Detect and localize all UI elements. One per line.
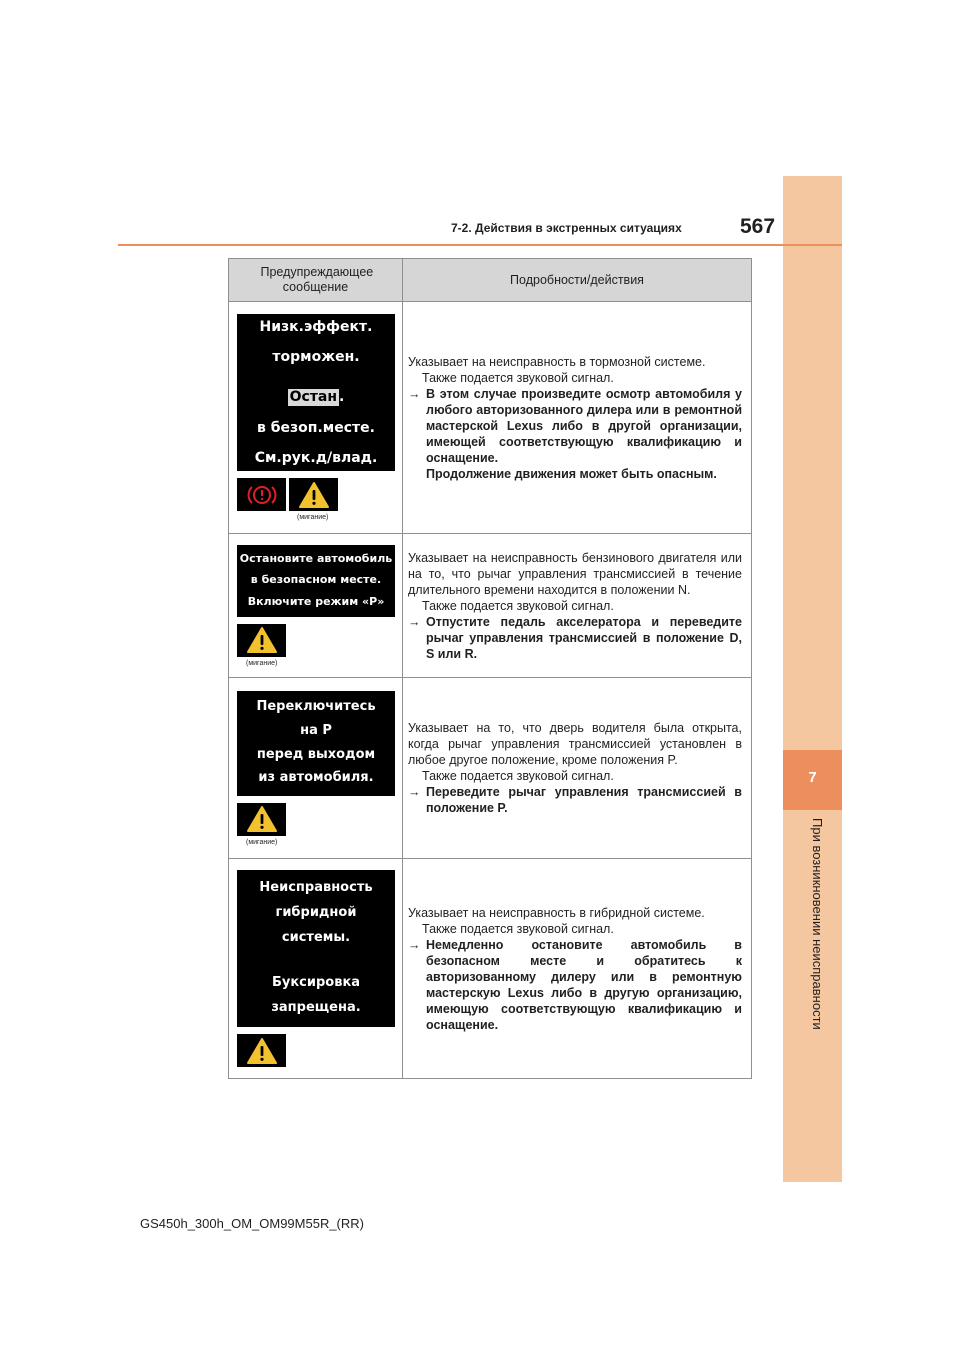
master-warning-icon — [289, 478, 338, 511]
screen-line: в безопасном месте. — [250, 573, 382, 587]
screen-line: Остан . — [289, 389, 345, 406]
indicator-icons — [237, 803, 402, 836]
header-divider — [118, 244, 842, 246]
details-cell — [403, 859, 752, 1079]
display-screen — [237, 314, 395, 471]
arrow-icon: → — [408, 785, 421, 799]
description-text: Указывает на то, что дверь водителя была открыта, когда рычаг управления трансмиссией установлен в любое другое положение, кроме положения P. — [408, 721, 742, 767]
screen-line: запрещена. — [271, 999, 361, 1015]
details-cell — [403, 302, 752, 534]
section-title: 7-2. Действия в экстренных ситуациях — [451, 221, 682, 235]
blink-label: (мигание) — [246, 838, 278, 846]
buzzer-text: Также подается звуковой сигнал. — [422, 769, 614, 783]
master-warning-icon — [237, 803, 286, 836]
arrow-icon: → — [408, 386, 421, 401]
description-text: Указывает на неисправность бензинового двигателя или на то, что рычаг управления трансмиссией в течение длительного времени находится в положении N. — [408, 550, 742, 597]
action-text: В этом случае произведите осмотр автомобиля у любого авторизованного дилера или в ремонтной мастерской Lexus либо в другой организации, имеющей соответствующую квалификацию и оснащение. — [426, 386, 742, 465]
description-text: Указывает на неисправность в гибридной системе. — [408, 905, 705, 920]
chapter-tab[interactable]: 7 — [783, 750, 842, 810]
table-header-row — [229, 259, 752, 302]
screen-line: Низк.эффект. — [259, 319, 373, 336]
highlight-word: Остан — [289, 389, 338, 406]
arrow-icon: → — [408, 614, 421, 629]
screen-line: Остановите автомобиль — [239, 551, 393, 565]
action-row — [408, 937, 742, 1033]
screen-line: на P — [300, 722, 332, 738]
master-warning-icon — [237, 1034, 286, 1067]
buzzer-text: Также подается звуковой сигнал. — [422, 921, 614, 936]
action-row — [408, 386, 742, 482]
indicator-icons — [237, 624, 402, 657]
screen-line: См.рук.д/влад. — [254, 449, 378, 466]
screen-line: торможен. — [272, 349, 360, 366]
screen-line: Буксировка — [271, 974, 361, 990]
action-text: Продолжение движения может быть опасным. — [426, 466, 717, 481]
description-text: Указывает на неисправность в тормозной системе. — [408, 354, 706, 369]
screen-line: системы. — [281, 930, 351, 946]
buzzer-text: Также подается звуковой сигнал. — [422, 598, 614, 613]
message-cell — [229, 678, 403, 859]
screen-line: Переключитесь — [256, 698, 376, 714]
screen-line: гибридной — [275, 905, 357, 921]
screen-line: Неисправность — [259, 880, 373, 896]
message-cell — [229, 534, 403, 678]
table-row — [229, 534, 752, 678]
screen-line: из автомобиля. — [258, 770, 374, 786]
table-header-details: Подробности/действия — [403, 259, 752, 302]
action-text: Переведите рычаг управления трансмиссией в положение P. — [426, 785, 742, 815]
action-text: Немедленно остановите автомобиль в безопасном месте и обратитесь к авторизованному дилеру или в ремонтную мастерскую Lexus либо в другую организацию, имеющую соответствующую квалификацию и оснащение. — [426, 937, 742, 1032]
table-header-message: Предупреждающее сообщение — [229, 259, 403, 302]
arrow-icon: → — [408, 937, 421, 952]
master-warning-icon — [237, 624, 286, 657]
table-row — [229, 302, 752, 534]
screen-line: перед выходом — [256, 746, 376, 762]
brake-warning-icon — [237, 478, 286, 511]
action-row — [408, 614, 742, 662]
display-screen — [237, 691, 395, 796]
display-screen — [237, 870, 395, 1027]
action-text: Отпустите педаль акселератора и переведите рычаг управления трансмиссией в положение D, S или R. — [426, 614, 742, 661]
page-number: 567 — [740, 215, 776, 238]
action-row — [408, 784, 742, 816]
indicator-icons — [237, 478, 402, 511]
blink-label: (мигание) — [246, 659, 278, 667]
footer-doc-code: GS450h_300h_OM_OM99M55R_(RR) — [140, 1216, 364, 1231]
buzzer-text: Также подается звуковой сигнал. — [422, 370, 614, 385]
message-cell — [229, 859, 403, 1079]
chapter-title: При возникновении неисправности — [810, 818, 825, 1030]
indicator-icons — [237, 1034, 402, 1067]
screen-line: Включите режим «P» — [247, 594, 385, 608]
warning-table — [228, 258, 752, 1079]
table-row — [229, 859, 752, 1079]
details-cell — [403, 534, 752, 678]
screen-line: в безоп.месте. — [257, 419, 375, 436]
message-cell — [229, 302, 403, 534]
details-cell — [403, 678, 752, 859]
blink-label: (мигание) — [297, 514, 329, 521]
table-row — [229, 678, 752, 859]
display-screen — [237, 545, 395, 617]
